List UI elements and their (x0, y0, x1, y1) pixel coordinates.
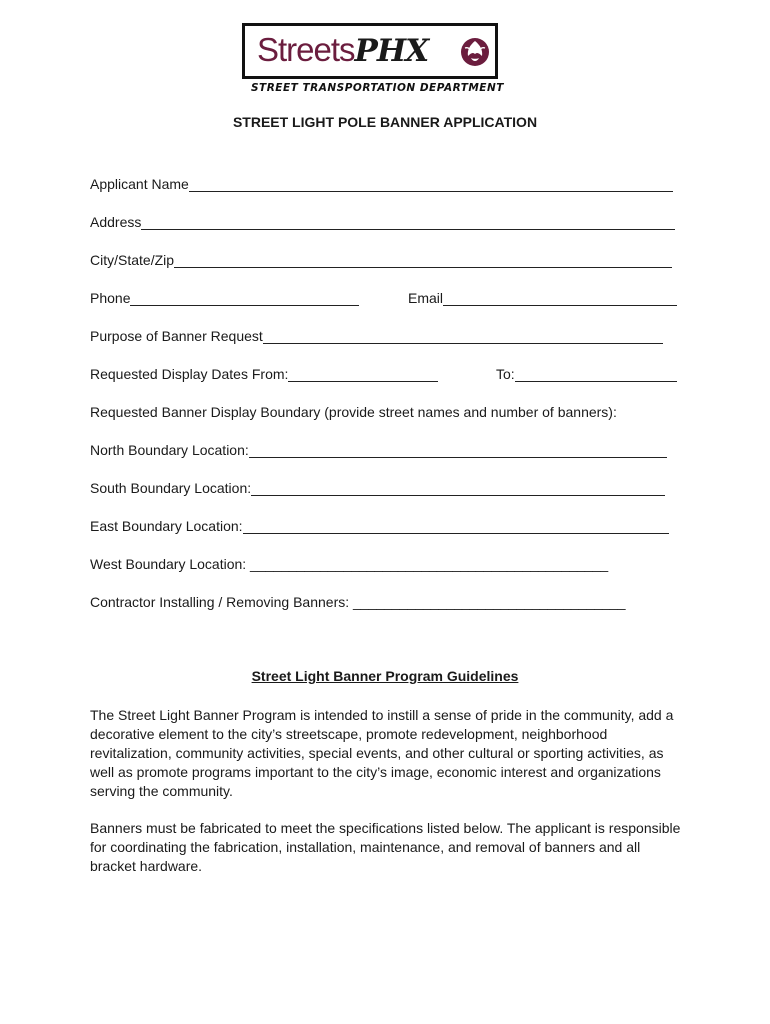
east-boundary-field[interactable] (243, 518, 669, 534)
north-boundary-label: North Boundary Location: (90, 442, 249, 458)
south-boundary-row (90, 476, 665, 496)
south-boundary-field[interactable] (251, 480, 665, 496)
applicant-name-field[interactable] (189, 176, 673, 192)
contractor-label: Contractor Installing / Removing Banners: ___________________________________ (90, 594, 626, 610)
south-boundary-label: South Boundary Location: (90, 480, 252, 496)
page-title: STREET LIGHT POLE BANNER APPLICATION (232, 114, 538, 130)
city-state-zip-label: City/State/Zip (90, 252, 175, 268)
east-boundary-row (90, 514, 669, 534)
phoenix-bird-icon (459, 32, 491, 72)
boundary-intro-text: Requested Banner Display Boundary (provide street names and number of banners): (90, 404, 617, 420)
applicant-name-row (90, 172, 673, 192)
address-label: Address (90, 214, 142, 230)
address-field[interactable] (141, 214, 675, 230)
west-boundary-label: West Boundary Location: ______________________________________________ (90, 556, 609, 572)
boundary-intro (90, 400, 617, 420)
dates-from-row (90, 362, 438, 382)
purpose-row (90, 324, 663, 344)
guidelines-paragraph-2: Banners must be fabricated to meet the specifications listed below. The applicant is responsible for coordinating the fabrication, installation, maintenance, and removal of banners and all bracket hardware. (90, 820, 681, 874)
applicant-name-label: Applicant Name (90, 176, 189, 192)
logo-wordmark (257, 30, 428, 71)
phone-field[interactable] (130, 290, 359, 306)
guidelines-title: Street Light Banner Program Guidelines (251, 668, 519, 684)
purpose-label: Purpose of Banner Request (90, 328, 263, 344)
logo-word-phx: PHX (354, 33, 429, 69)
contractor-row[interactable] (90, 590, 626, 610)
east-boundary-label: East Boundary Location: (90, 518, 243, 534)
purpose-field[interactable] (263, 328, 663, 344)
dates-to-label: To: (496, 366, 515, 382)
email-label: Email (408, 290, 444, 306)
west-boundary-row[interactable] (90, 552, 608, 572)
city-state-zip-row (90, 248, 672, 268)
email-field[interactable] (443, 290, 677, 306)
dates-to-row (496, 362, 677, 382)
city-state-zip-field[interactable] (174, 252, 672, 268)
streets-phx-logo (242, 23, 498, 79)
phone-row (90, 286, 359, 306)
dates-from-label: Requested Display Dates From: (90, 366, 289, 382)
dates-to-field[interactable] (515, 366, 677, 382)
dates-from-field[interactable] (288, 366, 438, 382)
north-boundary-row (90, 438, 667, 458)
north-boundary-field[interactable] (249, 442, 667, 458)
address-row (90, 210, 675, 230)
logo-subtitle: STREET TRANSPORTATION DEPARTMENT (251, 82, 504, 94)
guidelines-paragraph-1: The Street Light Banner Program is intended to instill a sense of pride in the community, add a decorative element to the city’s streetscape, promote redevelopment, neighborhood revitalization, community activities, special events, and other cultural or sporting activities, as well as promote programs important to the city’s image, economic interest and organizations serving the community. (90, 707, 674, 799)
email-row (408, 286, 677, 306)
logo-word-streets: Streets (257, 31, 355, 68)
phone-label: Phone (90, 290, 131, 306)
